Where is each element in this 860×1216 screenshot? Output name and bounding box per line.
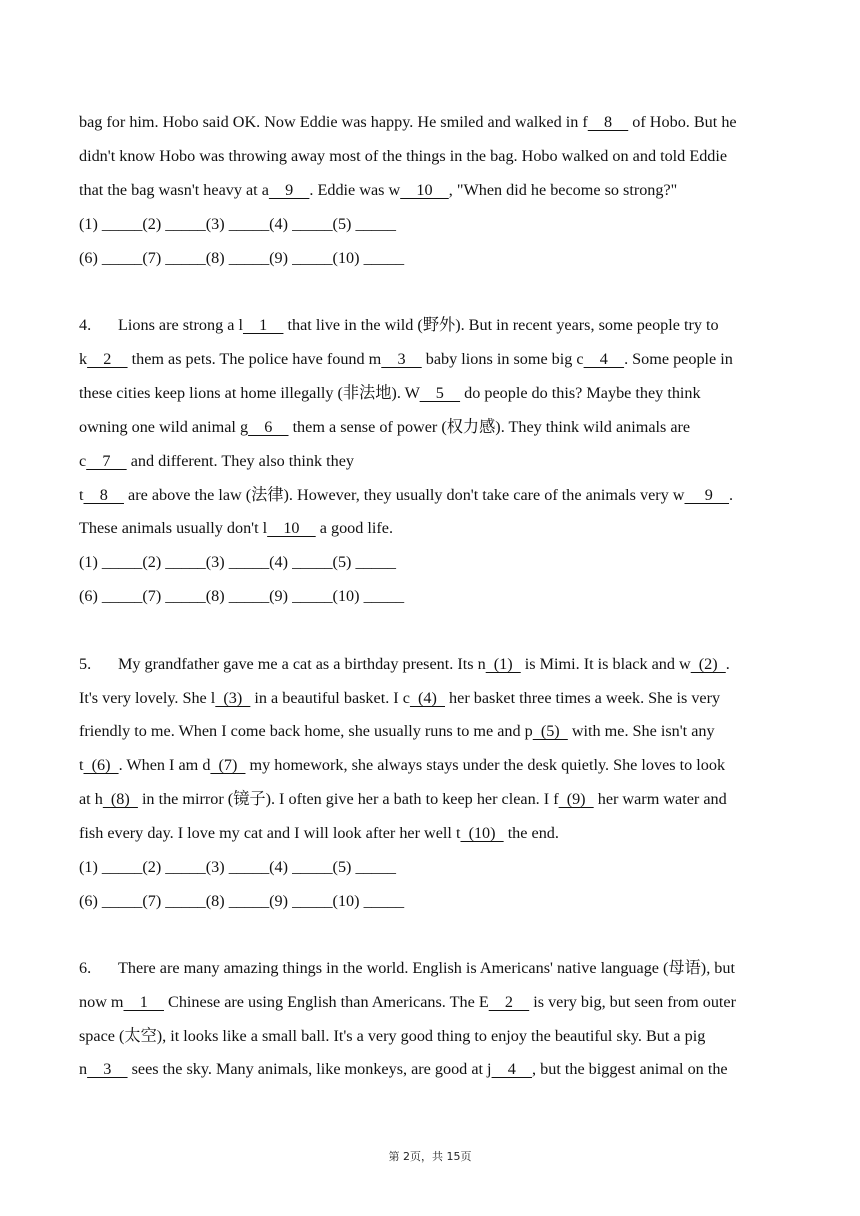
text: in the mirror (镜子). I often give her a bath to keep her clean. I f [137,790,559,808]
answer-row: (6) _____(7) _____(8) _____(9) _____(10) _____ [79,892,405,910]
passage-line [79,315,784,335]
text: These animals usually don't l [79,519,268,537]
text: . Some people in [624,350,733,368]
text: her warm water and [593,790,727,808]
text: Chinese are using English than Americans. The E [163,993,489,1011]
text: didn't know Hobo was throwing away most of the things in the bag. Hobo walked on and told Eddie [79,147,728,165]
blank: 5 [419,384,461,402]
blank: (5) [532,722,568,740]
blank: (10) [460,824,504,842]
text: fish every day. I love my cat and I will look after her well t [79,824,461,842]
passage-line [79,383,784,403]
text: baby lions in some big c [421,350,584,368]
text: Lions are strong a l [118,316,243,334]
blank: 6 [248,418,289,436]
passage-line [79,688,784,708]
passage-line [79,1026,784,1046]
text: c [79,452,87,470]
text: t [79,486,84,504]
passage-line [79,958,784,978]
text: these cities keep lions at home illegally (非法地). W [79,384,420,402]
blank: (9) [558,790,594,808]
text: friendly to me. When I come back home, she usually runs to me and p [79,722,533,740]
blank: 1 [123,993,164,1011]
passage-line [79,451,784,471]
text: . When I am d [118,756,211,774]
passage-line [79,485,784,505]
answer-row: (6) _____(7) _____(8) _____(9) _____(10) _____ [79,587,405,605]
blank: (4) [409,689,445,707]
text: bag for him. Hobo said OK. Now Eddie was happy. He smiled and walked in f [79,113,588,131]
text: . Eddie was w [309,181,401,199]
passage-line [79,992,784,1012]
blank: 10 [400,181,449,199]
text: them as pets. The police have found m [127,350,382,368]
blank: 4 [491,1060,533,1078]
text: k [79,350,88,368]
passage-line [79,721,784,741]
question-number: 4. [79,316,92,334]
blank: (7) [210,756,246,774]
passage-line [79,654,784,674]
passage-line [79,146,784,166]
passage-line [79,112,784,132]
text: now m [79,993,124,1011]
text: is very big, but seen from outer [529,993,736,1011]
text: and different. They also think they [126,452,354,470]
text: . [729,486,734,504]
text: , but the biggest animal on the [532,1060,728,1078]
passage-line [79,518,784,538]
blank: 8 [587,113,629,131]
text: that the bag wasn't heavy at a [79,181,269,199]
blank: 2 [87,350,128,368]
text: her basket three times a week. She is very [445,689,721,707]
text: n [79,1060,88,1078]
text: my homework, she always stays under the desk quietly. She loves to look [245,756,726,774]
text: them a sense of power (权力感). They think wild animals are [288,418,691,436]
answer-row: (1) _____(2) _____(3) _____(4) _____(5) _____ [79,553,396,571]
passage-line [79,417,784,437]
answer-row: (6) _____(7) _____(8) _____(9) _____(10) _____ [79,249,405,267]
page-footer: 第 2页，共 15页 [388,1150,472,1163]
text: of Hobo. But he [628,113,737,131]
blank: (6) [83,756,119,774]
blank: 4 [583,350,625,368]
text: do people do this? Maybe they think [460,384,701,402]
blank: 2 [488,993,530,1011]
blank: (8) [102,790,138,808]
text: are above the law (法律). However, they usually don't take care of the animals very w [123,486,685,504]
text: is Mimi. It is black and w [520,655,691,673]
blank: 3 [381,350,422,368]
text: in a beautiful basket. I c [250,689,410,707]
answer-row: (1) _____(2) _____(3) _____(4) _____(5) _____ [79,858,396,876]
text: the end. [503,824,559,842]
text: owning one wild animal g [79,418,249,436]
passage-line [79,755,784,775]
passage-line [79,180,784,200]
text: with me. She isn't any [567,722,715,740]
blank: (3) [215,689,251,707]
passage-line [79,789,784,809]
passage-line [79,823,784,843]
blank: 3 [87,1060,128,1078]
text: There are many amazing things in the world. English is Americans' native language (母语), but [118,959,735,977]
text: It's very lovely. She l [79,689,216,707]
passage-line [79,349,784,369]
text: . [725,655,730,673]
text: sees the sky. Many animals, like monkeys, are good at j [127,1060,492,1078]
text: , "When did he become so strong?" [448,181,678,199]
passage-line [79,1059,784,1079]
blank: 8 [83,486,124,504]
answer-row: (1) _____(2) _____(3) _____(4) _____(5) _____ [79,215,396,233]
text: a good life. [315,519,394,537]
blank: (1) [485,655,521,673]
question-number: 6. [79,959,92,977]
blank: 7 [86,452,127,470]
blank: 9 [268,181,310,199]
text: that live in the wild (野外). But in recent years, some people try to [283,316,719,334]
blank: 9 [684,486,730,504]
blank: (2) [690,655,726,673]
text: t [79,756,84,774]
blank: 1 [242,316,284,334]
text: space (太空), it looks like a small ball. It's a very good thing to enjoy the beautiful sky. But a pig [79,1027,706,1045]
blank: 10 [267,519,316,537]
text: at h [79,790,103,808]
text: My grandfather gave me a cat as a birthday present. Its n [118,655,486,673]
question-number: 5. [79,655,92,673]
